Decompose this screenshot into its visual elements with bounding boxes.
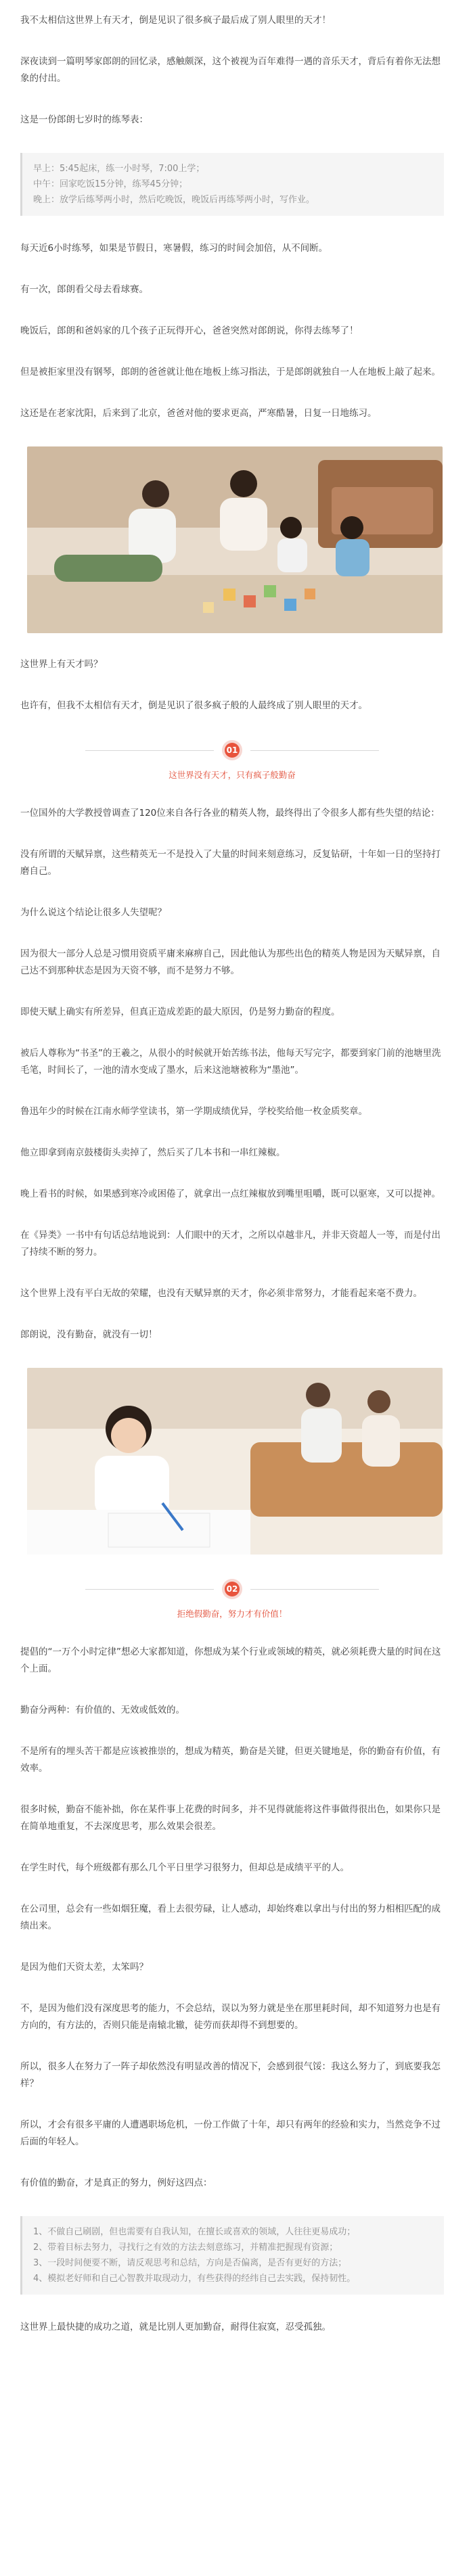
paragraph: 在公司里，总会有一些如烟狂魔，看上去很劳碌，让人感动，却始终难以拿出与付出的努力相相匹配的成绩出来。 [20,1904,441,1931]
schedule-quote [20,153,444,216]
paragraph: 勤奋分两种：有价值的、无效或低效的。 [20,1705,185,1716]
paragraph: 所以，很多人在努力了一阵子却依然没有明显改善的情况下，会感到很气馁：我这么努力了，到底要我怎样？ [20,2061,441,2089]
paragraph: 即使天赋上确实有所差异，但真正造成差距的最大原因，仍是努力勤奋的程度。 [20,1007,340,1017]
divider-line [250,750,379,751]
schedule-line: 早上：5:45起床，练一小时琴，7:00上学； [33,164,205,174]
paragraph: 在《异类》一书中有句话总结地说到：人们眼中的天才，之所以卓越非凡，并非天资超人一等，而是付出了持续不断的努力。 [20,1230,441,1258]
boy-drawing-photo [27,1368,443,1555]
paragraph: 所以，才会有很多平庸的人遭遇职场危机，一份工作做了十年，却只有两年的经验和实力，当然竞争不过后面的年轻人。 [20,2119,441,2147]
paragraph: 鲁迅年少的时候在江南水师学堂读书，第一学期成绩优异，学校奖给他一枚金质奖章。 [20,1106,367,1117]
paragraph: 我不太相信这世界上有天才，倒是见识了很多疯子最后成了别人眼里的天才！ [20,15,331,26]
paragraph: 很多时候，勤奋不能补拙，你在某件事上花费的时间多，并不见得就能将这件事做得很出色，如果你只是在简单地重复，不去深度思考，那么效果会很差。 [20,1804,441,1832]
paragraph: 深夜读到一篇明琴家郎朗的回忆录，感触颇深，这个被视为百年难得一遇的音乐天才，背后有着你无法想象的付出。 [20,56,441,84]
paragraph: 这还是在老家沈阳，后来到了北京，爸爸对他的要求更高，严寒酷暑，日复一日地练习。 [20,408,377,419]
paragraph: 这是一份郎朗七岁时的练琴表： [20,114,148,125]
paragraph: 不是所有的埋头苦干都是应该被推崇的，想成为精英，勤奋是关键，但更关键地是，你的勤奋有价值，有效率。 [20,1746,441,1774]
section-divider [20,1578,444,1601]
paragraph: 有一次，郎朗看父母去看球赛。 [20,284,148,295]
tips-quote [20,2216,444,2295]
divider-line [85,1589,214,1590]
paragraph: 每天近6小时练琴，如果是节假日，寒暑假，练习的时间会加倍，从不间断。 [20,243,328,254]
tip-line: 3、一段时间便要不断，请反观思考和总结，方向是否偏离，是否有更好的方法； [33,2258,347,2268]
paragraph: 他立即拿到南京鼓楼街头卖掉了，然后买了几本书和一串红辣椒。 [20,1147,286,1158]
section-divider [20,739,444,762]
paragraph: 这世界上有天才吗？ [20,659,103,670]
paragraph: 不，是因为他们没有深度思考的能力，不会总结，误以为努力就是坐在那里耗时间，却不知道努力也是有方向的，有方法的，否则只能是南辕北辙，徒劳而获却得不到想要的。 [20,2003,441,2031]
divider-line [250,1589,379,1590]
paragraph: 提倡的“一万个小时定律”想必大家都知道，你想成为某个行业或领域的精英，就必须耗费大量的时间在这个上面。 [20,1647,441,1674]
family-playing-photo [27,446,443,633]
section-title: 拒绝假勤奋，努力才有价值！ [177,1609,288,1619]
paragraph: 晚饭后，郎朗和爸妈家的几个孩子正玩得开心，爸爸突然对郎朗说，你得去练琴了！ [20,325,359,336]
section-header-01 [20,739,444,781]
paragraph: 被后人尊称为“书圣”的王羲之，从很小的时候就开始苦练书法，他每天写完字，都要到家门前的池塘里洗毛笔，时间长了，一池的清水变成了墨水，后来这池塘被称为“墨池”。 [20,1048,441,1076]
section-header-02 [20,1578,444,1619]
paragraph: 为什么说这个结论让很多人失望呢？ [20,907,166,918]
schedule-line: 晚上：放学后练琴两小时，然后吃晚饭，晚饭后再练琴两小时，写作业。 [33,195,315,205]
paragraph: 在学生时代，每个班级都有那么几个平日里学习很努力，但却总是成绩平平的人。 [20,1862,349,1873]
schedule-line: 中午：回家吃饭15分钟，练琴45分钟； [33,179,188,189]
paragraph: 也许有，但我不太相信有天才，倒是见识了很多疯子般的人最终成了别人眼里的天才。 [20,700,367,711]
divider-line [85,750,214,751]
section-number: 01 [225,743,240,758]
section-number-badge [222,1579,242,1599]
paragraph: 有价值的勤奋，才是真正的努力，例好这四点： [20,2178,212,2188]
section-title: 这世界没有天才，只有疯子般勤奋 [169,770,296,780]
paragraph: 这个世界上没有平白无故的荣耀，也没有天赋异禀的天才，你必须非常努力，才能看起来毫不费力。 [20,1288,422,1299]
paragraph: 这世界上最快捷的成功之道，就是比别人更加勤奋，耐得住寂寞，忍受孤独。 [20,2322,331,2332]
tip-line: 2、带着目标去努力，寻找行之有效的方法去刻意练习，并精准把握现有资源； [33,2242,338,2253]
section-number-badge [222,740,242,760]
paragraph: 是因为他们天资太差，太笨吗？ [20,1962,148,1973]
paragraph: 一位国外的大学教授曾调查了120位来自各行各业的精英人物，最终得出了令很多人都有些失望的结论： [20,808,440,819]
paragraph: 晚上看书的时候，如果感到寒冷或困倦了，就拿出一点红辣椒放到嘴里咀嚼，既可以驱寒，又可以提神。 [20,1189,441,1199]
tip-line: 4、模拟老好师和自己心智教并取现动力，有些获得的经纬自己去实践，保持韧性。 [33,2274,356,2284]
paragraph: 郎朗说，没有勤奋，就没有一切！ [20,1329,158,1340]
section-number: 02 [225,1582,240,1596]
tip-line: 1、不做自己刷剧，但也需要有自我认知，在擅长或喜欢的领域，人往往更易成功； [33,2227,356,2237]
paragraph: 因为很大一部分人总是习惯用资质平庸来麻痹自己，因此他认为那些出色的精英人物是因为天赋异禀，自己达不到那种状态是因为天资不够，而不是努力不够。 [20,948,441,976]
paragraph: 但是被拒家里没有钢琴，郎朗的爸爸就让他在地板上练习指法，于是郎朗就独自一人在地板上敲了起来。 [20,367,441,377]
paragraph: 没有所谓的天赋异禀，这些精英无一不是投入了大量的时间来刻意练习，反复钻研，十年如一日的坚持打磨自己。 [20,849,441,877]
